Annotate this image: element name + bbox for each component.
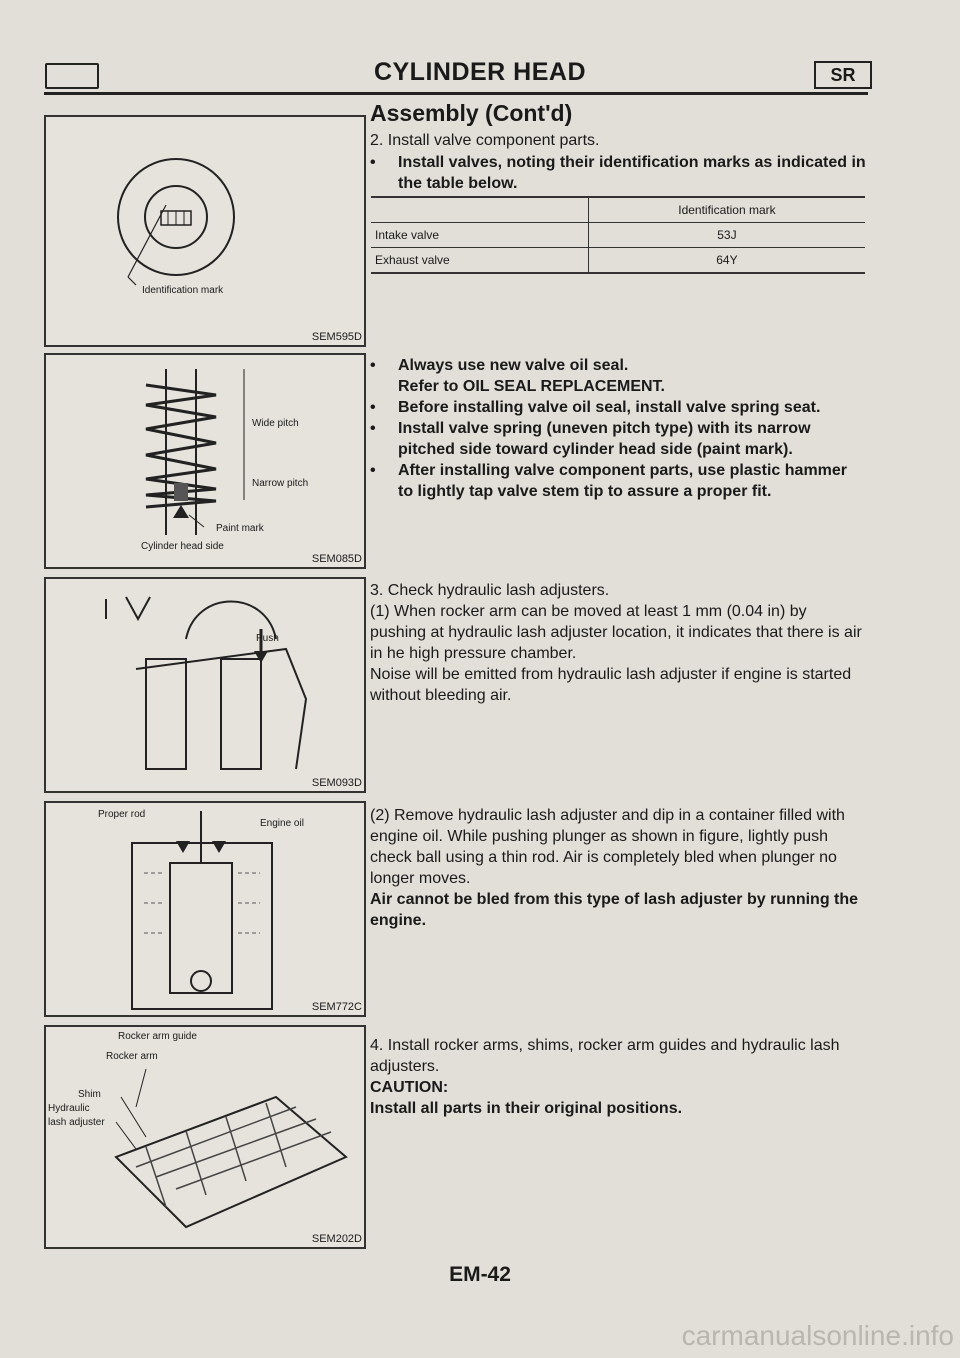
table-cell: 64Y xyxy=(588,248,865,274)
step-4-text: 4. Install rocker arms, shims, rocker arm guides and hydraulic lash adjusters. xyxy=(370,1037,840,1075)
step-3-title: 3. Check hydraulic lash adjusters. xyxy=(370,582,610,599)
table-cell: Exhaust valve xyxy=(375,253,450,267)
step-3-paragraph-2: (2) Remove hydraulic lash adjuster and dip in a container filled with engine oil. While pushing plunger as shown in figure, lightly push check ball using a thin rod. Air is completely bled when plunger no longer moves. xyxy=(370,807,845,887)
figure-label: Narrow pitch xyxy=(252,478,309,489)
figure-valve-spring xyxy=(44,353,366,569)
engine-badge: SR xyxy=(814,61,872,89)
seal-bullet: • Before installing valve oil seal, install valve spring seat. xyxy=(398,397,866,418)
seal-bullet: • Install valve spring (uneven pitch type) with its narrow pitched side toward cylinder head side (paint mark). xyxy=(398,418,866,460)
figure-code: SEM202D xyxy=(311,1233,362,1245)
step-2-bullet: • Install valves, noting their identification marks as indicated in the table below. xyxy=(398,152,866,194)
figure-label: Hydraulic xyxy=(48,1103,90,1114)
table-header-row xyxy=(371,197,865,223)
figure-label: Cylinder head side xyxy=(141,541,224,552)
figure-label: Rocker arm guide xyxy=(118,1031,197,1042)
figure-label: Push xyxy=(256,633,279,644)
caution-text: Install all parts in their original positions. xyxy=(370,1100,683,1117)
table-cell: Intake valve xyxy=(375,228,440,242)
figure-code: SEM772C xyxy=(311,1001,362,1013)
table-header-cell: Identification mark xyxy=(588,197,865,223)
watermark: carmanualsonline.info xyxy=(681,1320,954,1351)
section-subtitle: Assembly (Cont'd) xyxy=(370,100,573,126)
valve-spring-illustration xyxy=(46,355,364,567)
figure-label: Engine oil xyxy=(260,818,304,829)
figure-label: Proper rod xyxy=(98,809,146,820)
figure-label: Rocker arm xyxy=(106,1051,158,1062)
figure-label: lash adjuster xyxy=(48,1117,105,1128)
valve-head-illustration xyxy=(46,117,364,345)
figure-lash-adjuster-bleed xyxy=(44,801,366,1017)
figure-rocker-push xyxy=(44,577,366,793)
identification-table xyxy=(371,196,865,274)
page-title: CYLINDER HEAD xyxy=(373,58,587,86)
figure-cylinder-head xyxy=(44,1025,366,1249)
cylinder-head-illustration xyxy=(46,1027,364,1247)
figure-code: SEM093D xyxy=(311,777,362,789)
figure-code: SEM595D xyxy=(311,331,362,343)
seal-bullet: • After installing valve component parts, use plastic hammer to lightly tap valve stem tip to assure a proper fit. xyxy=(398,460,866,502)
table-row xyxy=(371,248,865,274)
table-header-cell xyxy=(371,197,588,223)
table-cell: 53J xyxy=(588,223,865,248)
step-2-text: 2. Install valve component parts. xyxy=(370,132,600,149)
figure-label: Paint mark xyxy=(216,523,264,534)
step-3-warning: Air cannot be bled from this type of lash adjuster by running the engine. xyxy=(370,891,859,929)
rocker-arm-illustration xyxy=(46,579,364,791)
figure-label: Wide pitch xyxy=(252,418,299,429)
figure-label: Shim xyxy=(78,1089,101,1100)
figure-label: Identification mark xyxy=(142,285,224,296)
seal-bullet: • Always use new valve oil seal. Refer to OIL SEAL REPLACEMENT. xyxy=(398,355,866,397)
caution-label: CAUTION: xyxy=(370,1079,449,1096)
table-row xyxy=(371,223,865,248)
figure-identification-mark xyxy=(44,115,366,347)
step-3-paragraph-1: (1) When rocker arm can be moved at least 1 mm (0.04 in) by pushing at hydraulic lash adjuster location, it indicates that there is air in he high pressure chamber. Noise will be emitted from hydraulic lash adjuster if engine is started without bleeding air. xyxy=(370,603,862,704)
lash-adjuster-illustration xyxy=(46,803,364,1015)
page-number: EM-42 xyxy=(449,1263,511,1286)
header-rule xyxy=(44,92,868,95)
figure-code: SEM085D xyxy=(311,553,362,565)
